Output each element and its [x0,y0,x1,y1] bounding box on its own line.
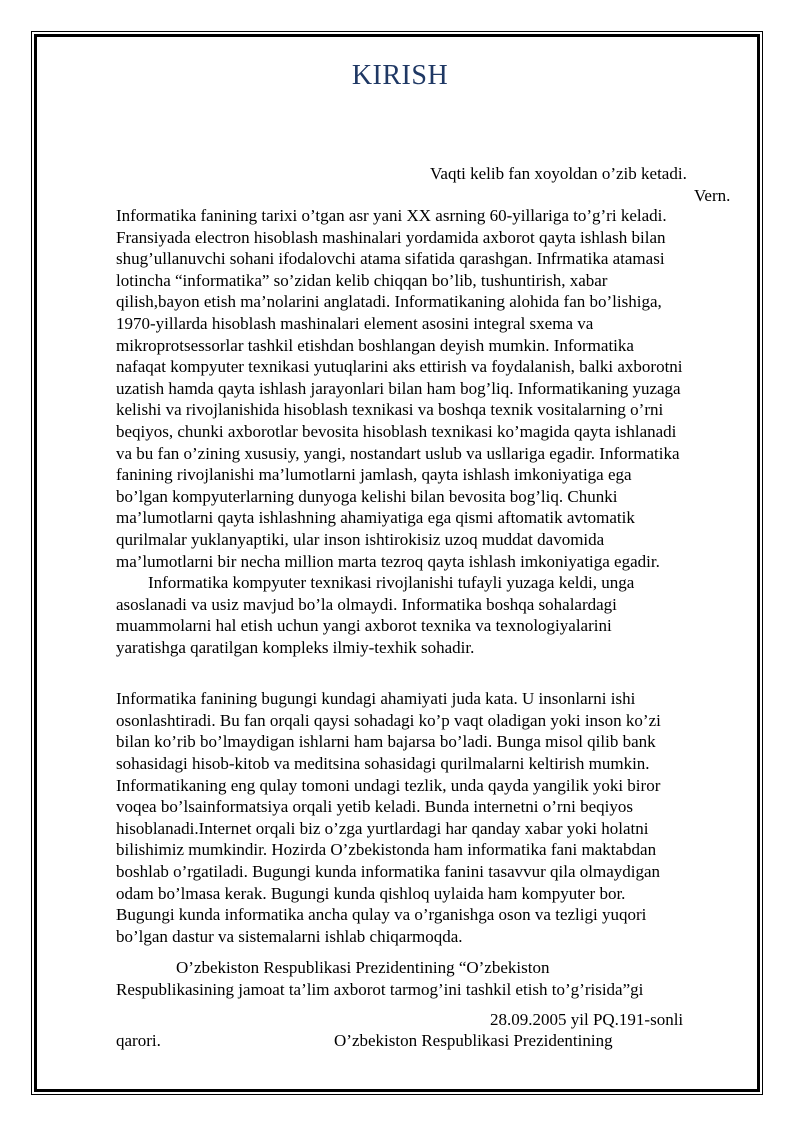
text-line: shug’ullanuvchi sohani ifodalovchi atama sifatida qarashgan. Infrmatika atamasi [116,249,665,268]
text-line: qarori. [116,1031,161,1050]
text-line: Informatikaning eng qulay tomoni undagi tezlik, unda qayda yangilik yoki biror [116,776,661,795]
text-line: 28.09.2005 yil PQ.191-sonli [490,1010,684,1029]
text-line: bilishimiz mumkindir. Hozirda O’zbekistonda ham informatika fani maktabdan [116,840,657,859]
text-line: Informatika fanining bugungi kundagi ahamiyati juda kata. U insonlarni ishi [116,689,636,708]
text-line: Fransiyada electron hisoblash mashinalari yordamida axborot qayta ishlash bilan [116,228,666,247]
text-line: qilish,bayon etish ma’nolarini anglatadi. Informatikaning alohida fan bo’lishiga, [116,292,662,311]
text-line: O’zbekiston Respublikasi Prezidentining “O’zbekiston [176,958,550,977]
text-line: mikroprotsessorlar tashkil etishdan boshlangan deyish mumkin. Informatika [116,336,634,355]
epigraph-author: Vern. [694,186,731,205]
text-line: Bugungi kunda informatika ancha qulay va o’rganishga oson va tezligi yuqori [116,905,647,924]
text-line: boshlab o’rgatiladi. Bugungi kunda informatika fanini tasavvur qila olmaydigan [116,862,661,881]
text-line: bilan ko’rib bo’lmaydigan ishlarni ham bajarsa bo’ladi. Bunga misol qilib bank [116,732,656,751]
text-line: beqiyos, chunki axborotlar bevosita hisoblash texnikasi ko’magida qayta ishlanadi [116,422,677,441]
text-line: va bu fan o’zining xususiy, yangi, nostandart uslub va usllariga egadir. Informatika [116,444,680,463]
text-line: bo’lgan kompyuterlarning dunyoga kelishi bilan bevosita bog’liq. Chunki [116,487,618,506]
text-line: odam bo’lmasa kerak. Bugungi kunda qishloq uylaida ham kompyuter bor. [116,884,626,903]
text-line: lotincha “informatika” so’zidan kelib chiqqan bo’lib, tushuntirish, xabar [116,271,608,290]
text-line: asoslanadi va usiz mavjud bo’la olmaydi. Informatika boshqa sohalardagi [116,595,617,614]
text-line: ma’lumotlarni bir necha million marta tezroq qayta ishlash imkoniyatiga egadir. [116,552,660,571]
text-line: 1970-yillarda hisoblash mashinalari element asosini integral sxema va [116,314,594,333]
text-line: nafaqat kompyuter texnikasi yutuqlarini aks ettirish va foydalanish, balki axborotni [116,357,683,376]
text-line: sohasidagi hisob-kitob va meditsina sohasidagi qurilmalarni keltirish mumkin. [116,754,650,773]
text-line: Informatika kompyuter texnikasi rivojlanishi tufayli yuzaga keldi, unga [148,573,635,592]
text-line: uzatish hamda qayta ishlash jarayonlari bilan ham bog’liq. Informatikaning yuzaga [116,379,681,398]
text-line: kelishi va rivojlanishida hisoblash texnikasi va boshqa texnik vositalarning o’rni [116,400,664,419]
text-line: qurilmalar yuklanyaptiki, ular inson ishtirokisiz uzoq muddat davomida [116,530,605,549]
text-line: Informatika fanining tarixi o’tgan asr yani XX asrning 60-yillariga to’g’ri keladi. [116,206,667,225]
text-line: voqea bo’lsainformatsiya orqali yetib keladi. Bunda internetni o’rni beqiyos [116,797,633,816]
text-line: Respublikasining jamoat ta’lim axborot tarmog’ini tashkil etish to’g’risida”gi [116,980,644,999]
text-line: O’zbekiston Respublikasi Prezidentining [334,1031,613,1050]
text-line: yaratishga qaratilgan kompleks ilmiy-texhik sohadir. [116,638,475,657]
text-line: ma’lumotlarni qayta ishlashning ahamiyatiga ega qismi aftomatik avtomatik [116,508,635,527]
epigraph-quote: Vaqti kelib fan xoyoldan o’zib ketadi. [430,164,687,183]
text-line: bo’lgan dastur va sistemalarni ishlab chiqarmoqda. [116,927,463,946]
page-title: KIRISH [351,60,449,91]
text-line: muammolarni hal etish uchun yangi axborot texnika va texnologiyalarini [116,616,612,635]
text-line: hisoblanadi.Internet orqali biz o’zga yurtlardagi har qanday xabar yoki holatni [116,819,649,838]
text-line: fanining rivojlanishi ma’lumotlarni jamlash, qayta ishlash imkoniyatiga ega [116,465,632,484]
text-line: osonlashtiradi. Bu fan orqali qaysi sohadagi ko’p vaqt oladigan yoki inson ko’zi [116,711,661,730]
